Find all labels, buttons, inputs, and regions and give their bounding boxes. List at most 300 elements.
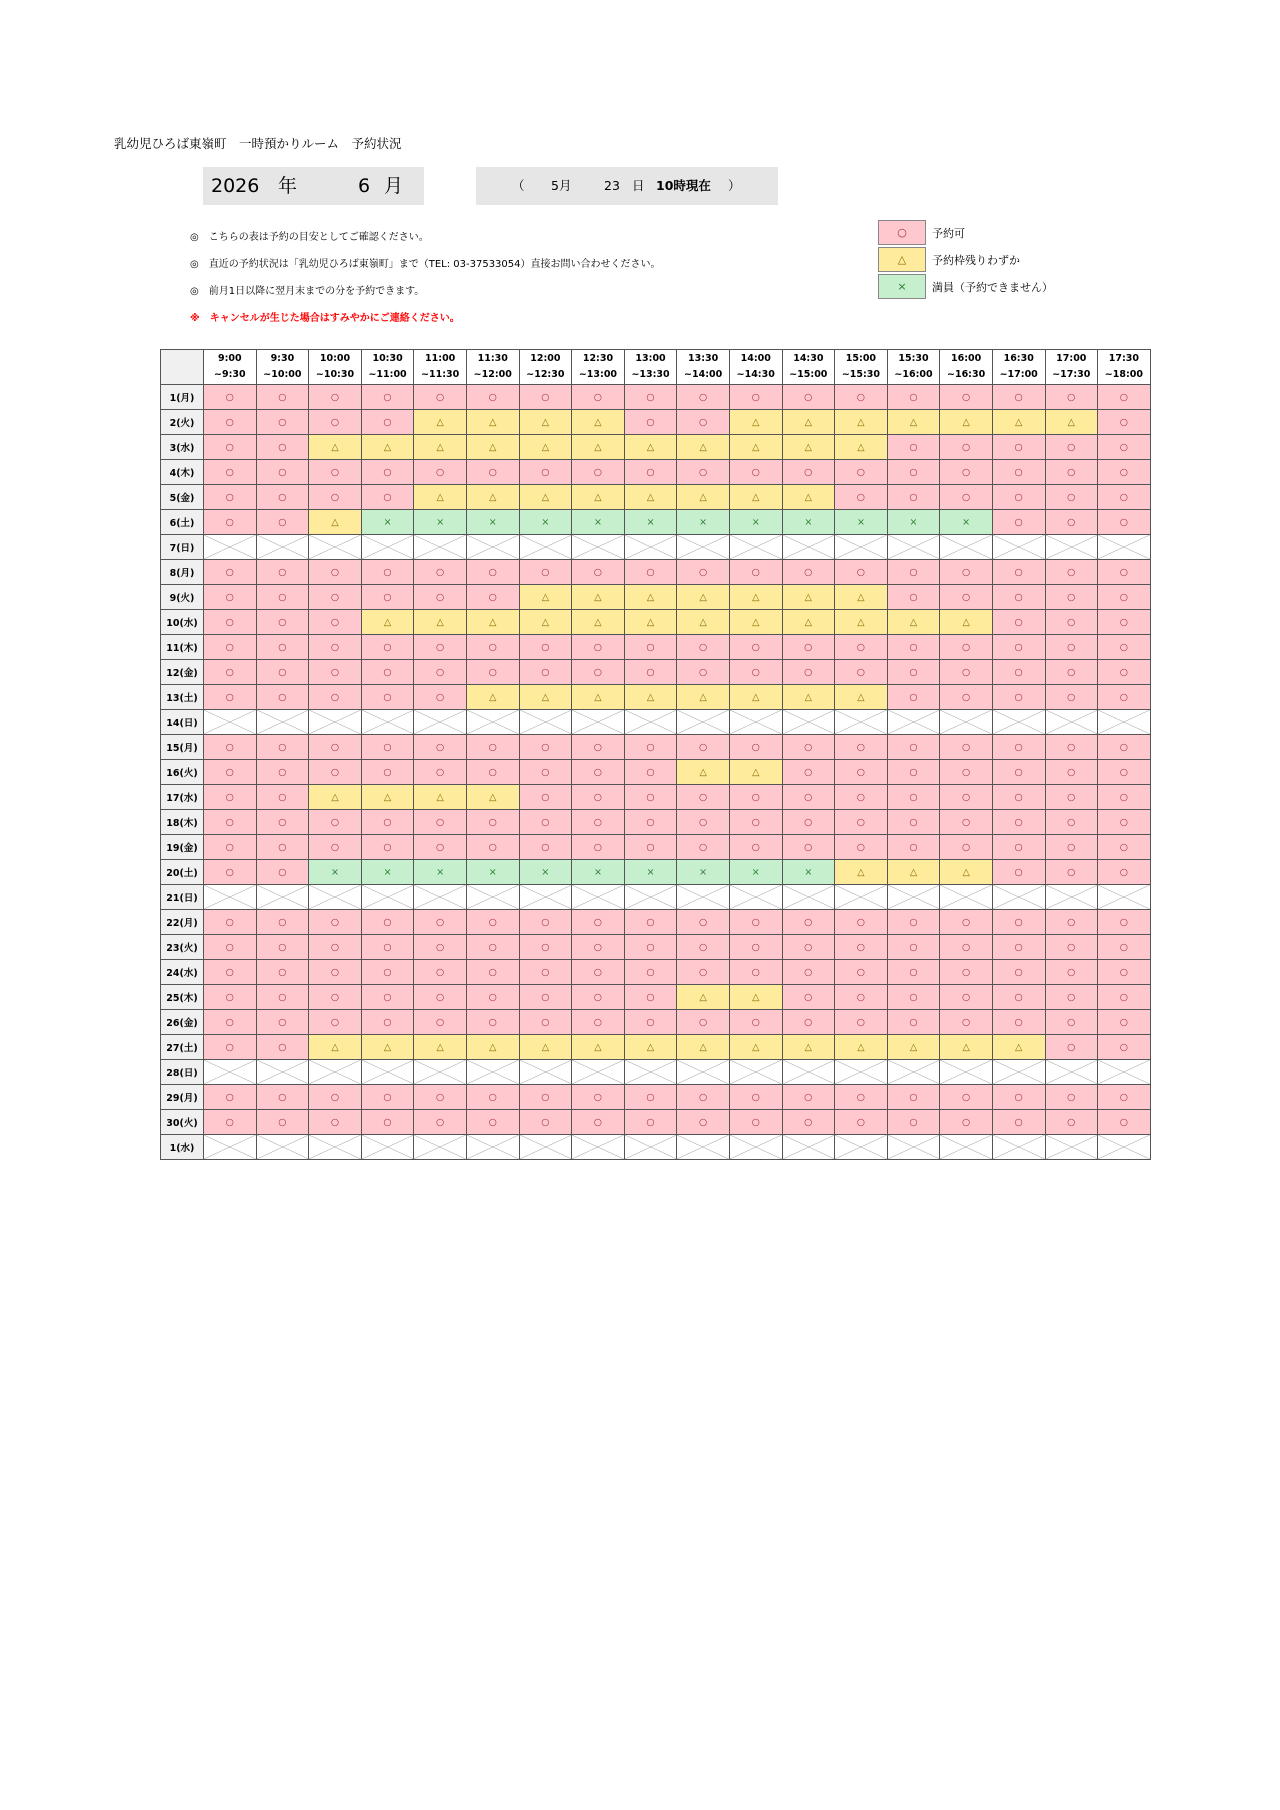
slot-cell: ○ [572, 1085, 625, 1110]
closed-cross-icon [783, 710, 835, 734]
day-label: 18(木) [161, 810, 204, 835]
slot-cell: ○ [1045, 385, 1098, 410]
slot-cell: △ [677, 435, 730, 460]
slot-cell: ○ [361, 810, 414, 835]
slot-cell: ○ [677, 810, 730, 835]
closed-cell [782, 1060, 835, 1085]
closed-cell [835, 1135, 888, 1160]
slot-cell: ○ [414, 1085, 467, 1110]
table-row [161, 685, 1151, 710]
slot-cell: ○ [519, 1010, 572, 1035]
closed-cell [572, 885, 625, 910]
slot-end: ~11:30 [421, 369, 460, 380]
slot-cell: ○ [1098, 560, 1151, 585]
closed-cross-icon [783, 1060, 835, 1084]
slot-cell: △ [572, 585, 625, 610]
slot-cell: ○ [466, 635, 519, 660]
slot-cell: ○ [204, 610, 257, 635]
slot-cell: △ [887, 610, 940, 635]
legend-label: 予約可 [932, 227, 965, 240]
slot-cell: ○ [624, 735, 677, 760]
slot-cell: ○ [782, 910, 835, 935]
slot-cell: ○ [256, 985, 309, 1010]
closed-cross-icon [1046, 885, 1098, 909]
slot-cell: × [677, 510, 730, 535]
slot-cell: ○ [361, 585, 414, 610]
closed-cross-icon [520, 710, 572, 734]
slot-cell: ○ [782, 785, 835, 810]
slot-cell: ○ [782, 935, 835, 960]
slot-cell: △ [729, 485, 782, 510]
slot-cell: × [414, 860, 467, 885]
slot-cell: ○ [361, 410, 414, 435]
closed-cell [835, 1060, 888, 1085]
slot-cell: ○ [782, 810, 835, 835]
slot-end: ~16:00 [894, 369, 933, 380]
table-row [161, 985, 1151, 1010]
slot-cell: ○ [1045, 1010, 1098, 1035]
slot-cell: ○ [992, 660, 1045, 685]
day-label: 7(日) [161, 535, 204, 560]
slot-cell: ○ [414, 1110, 467, 1135]
slot-cell: ○ [309, 660, 362, 685]
slot-cell: ○ [466, 1110, 519, 1135]
slot-cell: ○ [204, 1110, 257, 1135]
slot-cell: △ [729, 985, 782, 1010]
slot-cell: △ [414, 1035, 467, 1060]
closed-cell [414, 710, 467, 735]
slot-cell: ○ [519, 760, 572, 785]
slot-cell: ○ [992, 910, 1045, 935]
slot-cell: ○ [572, 1010, 625, 1035]
closed-cell [835, 535, 888, 560]
slot-cell: ○ [1045, 910, 1098, 935]
closed-cross-icon [257, 535, 309, 559]
slot-cell: ○ [729, 810, 782, 835]
slot-cell: △ [677, 485, 730, 510]
slot-cell: ○ [1045, 985, 1098, 1010]
closed-cell [414, 535, 467, 560]
slot-cell: ○ [782, 985, 835, 1010]
closed-cell [677, 710, 730, 735]
closed-cross-icon [309, 535, 361, 559]
day-label: 17(水) [161, 785, 204, 810]
slot-cell: ○ [992, 860, 1045, 885]
closed-cross-icon [940, 885, 992, 909]
slot-cell: △ [624, 485, 677, 510]
as-of-close: ） [728, 178, 741, 193]
time-slot-header [940, 350, 993, 385]
slot-cell: ○ [309, 485, 362, 510]
day-label: 26(金) [161, 1010, 204, 1035]
slot-cell: ○ [204, 685, 257, 710]
closed-cell [782, 1135, 835, 1160]
closed-cross-icon [993, 1060, 1045, 1084]
slot-cell: △ [572, 435, 625, 460]
closed-cell [466, 885, 519, 910]
closed-cell [677, 535, 730, 560]
slot-cell: ○ [256, 1085, 309, 1110]
slot-cell: ○ [1045, 435, 1098, 460]
slot-cell: × [361, 860, 414, 885]
slot-cell: △ [729, 760, 782, 785]
slot-cell: ○ [256, 935, 309, 960]
closed-cross-icon [572, 1060, 624, 1084]
closed-cross-icon [835, 710, 887, 734]
slot-cell: ○ [729, 560, 782, 585]
closed-cell [940, 710, 993, 735]
as-of-day: 23 [604, 178, 620, 193]
closed-cross-icon [730, 1135, 782, 1159]
slot-cell: × [887, 510, 940, 535]
slot-cell: × [519, 860, 572, 885]
day-label: 23(火) [161, 935, 204, 960]
slot-cell: ○ [940, 910, 993, 935]
slot-cell: ○ [466, 960, 519, 985]
time-slot-header [1045, 350, 1098, 385]
time-slot-header [466, 350, 519, 385]
closed-cell [466, 535, 519, 560]
slot-cell: ○ [1045, 785, 1098, 810]
slot-cell: ○ [519, 910, 572, 935]
slot-cell: ○ [1045, 635, 1098, 660]
as-of-month: 5月 [551, 178, 572, 193]
slot-cell: ○ [361, 1010, 414, 1035]
closed-cell [572, 710, 625, 735]
as-of-day-label: 日 [632, 178, 645, 193]
closed-cell [361, 1135, 414, 1160]
slot-cell: ○ [887, 985, 940, 1010]
slot-cell: ○ [519, 635, 572, 660]
slot-cell: ○ [466, 985, 519, 1010]
closed-cell [729, 710, 782, 735]
closed-cross-icon [309, 710, 361, 734]
slot-cell: ○ [887, 635, 940, 660]
closed-cell [572, 535, 625, 560]
slot-cell: ○ [256, 785, 309, 810]
table-row [161, 660, 1151, 685]
closed-cell [309, 710, 362, 735]
closed-cell [940, 535, 993, 560]
closed-cross-icon [257, 1135, 309, 1159]
legend-cross-icon: × [878, 274, 926, 299]
slot-cell: × [466, 510, 519, 535]
slot-cell: ○ [1045, 835, 1098, 860]
slot-cell: ○ [835, 960, 888, 985]
slot-cell: △ [677, 610, 730, 635]
slot-cell: ○ [940, 1010, 993, 1035]
slot-cell: △ [414, 410, 467, 435]
closed-cell [782, 535, 835, 560]
slot-cell: ○ [624, 985, 677, 1010]
time-slot-header [782, 350, 835, 385]
closed-cross-icon [414, 535, 466, 559]
slot-cell: ○ [256, 410, 309, 435]
closed-cell [519, 1135, 572, 1160]
as-of-open: （ [512, 178, 525, 193]
slot-end: ~17:00 [999, 369, 1038, 380]
slot-cell: × [624, 860, 677, 885]
slot-cell: ○ [677, 1085, 730, 1110]
slot-cell: ○ [835, 735, 888, 760]
slot-cell: × [677, 860, 730, 885]
slot-cell: ○ [782, 1010, 835, 1035]
closed-cell [466, 710, 519, 735]
slot-cell: ○ [309, 385, 362, 410]
slot-cell: ○ [256, 685, 309, 710]
slot-cell: ○ [624, 1010, 677, 1035]
closed-cell [887, 1060, 940, 1085]
slot-cell: ○ [414, 560, 467, 585]
slot-cell: △ [624, 685, 677, 710]
slot-cell: ○ [309, 560, 362, 585]
slot-cell: ○ [940, 685, 993, 710]
slot-cell: △ [572, 1035, 625, 1060]
slot-cell: ○ [940, 985, 993, 1010]
slot-cell: ○ [940, 485, 993, 510]
slot-cell: ○ [519, 660, 572, 685]
slot-cell: ○ [519, 1110, 572, 1135]
slot-cell: ○ [572, 760, 625, 785]
day-label: 14(日) [161, 710, 204, 735]
closed-cell [782, 885, 835, 910]
slot-cell: ○ [414, 810, 467, 835]
closed-cell [887, 885, 940, 910]
slot-cell: △ [572, 410, 625, 435]
slot-cell: × [466, 860, 519, 885]
slot-cell: ○ [835, 1110, 888, 1135]
slot-cell: ○ [887, 1110, 940, 1135]
closed-cross-icon [362, 1135, 414, 1159]
slot-cell: ○ [466, 910, 519, 935]
closed-cell [677, 1060, 730, 1085]
slot-cell: ○ [256, 735, 309, 760]
slot-cell: ○ [940, 735, 993, 760]
closed-cross-icon [835, 1060, 887, 1084]
slot-cell: ○ [782, 1085, 835, 1110]
table-row [161, 1110, 1151, 1135]
slot-cell: △ [624, 435, 677, 460]
slot-start: 16:30 [1003, 353, 1034, 364]
closed-cross-icon [309, 1060, 361, 1084]
closed-cross-icon [625, 885, 677, 909]
closed-cell [887, 1135, 940, 1160]
table-row [161, 835, 1151, 860]
closed-cell [309, 1135, 362, 1160]
slot-cell: △ [835, 435, 888, 460]
closed-cell [729, 1135, 782, 1160]
closed-cross-icon [414, 1135, 466, 1159]
table-row [161, 735, 1151, 760]
slot-cell: ○ [992, 585, 1045, 610]
slot-end: ~9:30 [214, 369, 246, 380]
slot-cell: ○ [414, 910, 467, 935]
slot-cell: △ [835, 1035, 888, 1060]
slot-cell: ○ [677, 910, 730, 935]
closed-cell [414, 885, 467, 910]
slot-cell: ○ [887, 810, 940, 835]
slot-cell: ○ [361, 460, 414, 485]
slot-cell: ○ [782, 1110, 835, 1135]
slot-cell: ○ [572, 460, 625, 485]
time-slot-header [1098, 350, 1151, 385]
slot-cell: ○ [782, 560, 835, 585]
closed-cross-icon [572, 710, 624, 734]
closed-cell [572, 1135, 625, 1160]
slot-cell: ○ [466, 585, 519, 610]
slot-cell: ○ [992, 510, 1045, 535]
slot-cell: × [940, 510, 993, 535]
slot-cell: ○ [256, 810, 309, 835]
slot-cell: ○ [624, 810, 677, 835]
closed-cross-icon [572, 885, 624, 909]
slot-cell: △ [677, 760, 730, 785]
closed-cross-icon [362, 1060, 414, 1084]
slot-cell: △ [1045, 410, 1098, 435]
closed-cell [519, 535, 572, 560]
slot-cell: ○ [256, 835, 309, 860]
slot-cell: ○ [992, 435, 1045, 460]
table-row [161, 610, 1151, 635]
slot-cell: ○ [572, 935, 625, 960]
closed-cross-icon [520, 1135, 572, 1159]
table-row [161, 935, 1151, 960]
closed-cell [1098, 1060, 1151, 1085]
slot-cell: ○ [729, 910, 782, 935]
slot-cell: ○ [466, 810, 519, 835]
slot-cell: ○ [1098, 460, 1151, 485]
slot-cell: ○ [677, 385, 730, 410]
legend-label: 予約枠残りわずか [932, 254, 1020, 267]
slot-cell: ○ [204, 435, 257, 460]
slot-end: ~18:00 [1104, 369, 1143, 380]
slot-cell: ○ [835, 1010, 888, 1035]
slot-cell: △ [729, 435, 782, 460]
closed-cell [1045, 710, 1098, 735]
slot-cell: ○ [782, 660, 835, 685]
slot-cell: ○ [414, 660, 467, 685]
slot-cell: ○ [361, 485, 414, 510]
header-corner [161, 350, 204, 385]
closed-cross-icon [467, 885, 519, 909]
time-slot-header [309, 350, 362, 385]
slot-cell: ○ [309, 410, 362, 435]
slot-cell: ○ [204, 910, 257, 935]
closed-cell [256, 710, 309, 735]
slot-cell: ○ [624, 560, 677, 585]
slot-cell: △ [729, 685, 782, 710]
slot-cell: ○ [835, 835, 888, 860]
slot-cell: ○ [1045, 460, 1098, 485]
slot-end: ~14:30 [736, 369, 775, 380]
slot-cell: ○ [414, 1010, 467, 1035]
slot-cell: ○ [624, 1110, 677, 1135]
slot-cell: ○ [1098, 835, 1151, 860]
closed-cell [1098, 1135, 1151, 1160]
slot-end: ~17:30 [1052, 369, 1091, 380]
slot-cell: ○ [887, 685, 940, 710]
slot-cell: △ [414, 435, 467, 460]
table-row [161, 785, 1151, 810]
slot-cell: ○ [940, 1085, 993, 1110]
slot-cell: ○ [414, 685, 467, 710]
slot-cell: × [835, 510, 888, 535]
table-row [161, 910, 1151, 935]
time-slot-header [572, 350, 625, 385]
slot-cell: ○ [256, 610, 309, 635]
slot-start: 15:30 [898, 353, 929, 364]
slot-start: 17:30 [1108, 353, 1140, 364]
closed-cross-icon [783, 1135, 835, 1159]
time-slot-header [204, 350, 257, 385]
slot-cell: ○ [361, 985, 414, 1010]
as-of-box [476, 167, 778, 205]
closed-cross-icon [257, 710, 309, 734]
closed-cell [677, 885, 730, 910]
slot-cell: △ [624, 585, 677, 610]
slot-cell: ○ [466, 835, 519, 860]
closed-cross-icon [414, 710, 466, 734]
legend-triangle-icon: △ [878, 247, 926, 272]
closed-cell [519, 885, 572, 910]
slot-cell: ○ [361, 1110, 414, 1135]
closed-cell [414, 1135, 467, 1160]
slot-cell: ○ [1098, 510, 1151, 535]
slot-cell: ○ [1098, 610, 1151, 635]
slot-cell: ○ [1045, 585, 1098, 610]
slot-cell: △ [782, 1035, 835, 1060]
slot-cell: ○ [887, 460, 940, 485]
slot-cell: △ [677, 585, 730, 610]
slot-cell: ○ [309, 910, 362, 935]
slot-cell: △ [519, 1035, 572, 1060]
closed-cross-icon [888, 535, 940, 559]
closed-cross-icon [993, 710, 1045, 734]
closed-cross-icon [257, 1060, 309, 1084]
slot-cell: ○ [519, 385, 572, 410]
year-label: 年 [278, 175, 298, 197]
slot-cell: △ [624, 1035, 677, 1060]
slot-cell: ○ [256, 435, 309, 460]
closed-cross-icon [993, 885, 1045, 909]
closed-cell [256, 885, 309, 910]
closed-cross-icon [520, 535, 572, 559]
slot-cell: ○ [1045, 1085, 1098, 1110]
slot-cell: × [624, 510, 677, 535]
closed-cross-icon [204, 710, 256, 734]
slot-cell: ○ [940, 935, 993, 960]
time-slot-header [887, 350, 940, 385]
table-row [161, 435, 1151, 460]
closed-cell [204, 885, 257, 910]
slot-cell: ○ [204, 735, 257, 760]
closed-cell [887, 535, 940, 560]
slot-cell: ○ [677, 1010, 730, 1035]
table-row [161, 485, 1151, 510]
note-2: ◎ 直近の予約状況は「乳幼児ひろば東嶺町」まで（TEL: 03-37533054）直接お問い合わせください。 [190, 259, 661, 270]
slot-cell: ○ [204, 1085, 257, 1110]
slot-cell: ○ [1098, 910, 1151, 935]
slot-cell: △ [887, 860, 940, 885]
slot-cell: ○ [729, 635, 782, 660]
slot-cell: ○ [309, 1085, 362, 1110]
slot-cell: ○ [256, 635, 309, 660]
slot-cell: ○ [1045, 1035, 1098, 1060]
closed-cell [624, 1060, 677, 1085]
slot-cell: △ [361, 435, 414, 460]
slot-cell: △ [519, 585, 572, 610]
slot-cell: ○ [309, 1010, 362, 1035]
